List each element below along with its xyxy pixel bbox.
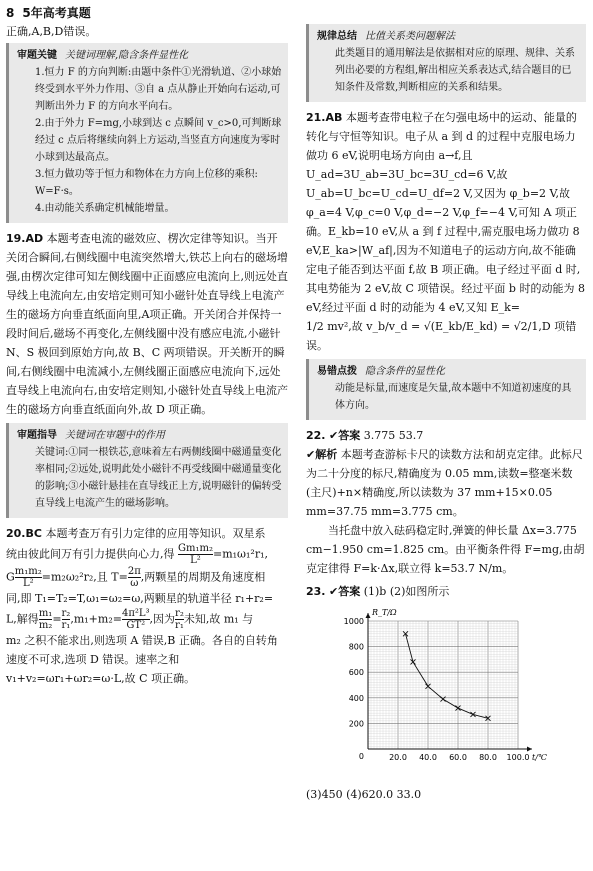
answer-label: 23. xyxy=(306,585,326,598)
answer-tag: 答案 xyxy=(338,585,361,598)
text-line: ,两颗星的周期及角速度相 xyxy=(140,570,266,584)
text-line: = xyxy=(52,612,62,626)
question-21 xyxy=(306,108,586,355)
answer-label: 22. xyxy=(306,429,326,442)
box-line: 4.由动能关系确定机械能增量。 xyxy=(35,203,175,214)
text-line: ,m₁+m₂= xyxy=(70,612,122,626)
box-tag: 规律总结 xyxy=(317,31,357,42)
check-icon: ✔ xyxy=(329,585,339,598)
frac-num: 2π xyxy=(127,566,141,577)
left-column xyxy=(6,22,288,688)
text-line: 正确,A,B,D错误。 xyxy=(6,25,97,38)
box-line: 1.恒力 F 的方向判断:由题中条件①光滑轨道、②小球始终受到水平外力作用、③自 a 点从静止开始向右运动,可判断出外力 F 的方向水平向右。 xyxy=(35,67,282,112)
text-line: L,解得 xyxy=(6,612,39,626)
explanation-text: 本题考查电流的磁效应、楞次定律等知识。当开关闭合瞬间,右侧线圈中电流突然增大,铁芯上向右的磁场增强,由楞次定律可知左侧线圈中正面感应电流向上,则远处直导线上电流向左,由安培定则可知小磁针处直导线上电流产生的磁场方向垂直纸面向里,A项正确。开关闭合并保持一段时间后,磁场不再变化,左侧线圈中没有感应电流,小磁针 N、S 极回到原始方向,故 B、C 两项错误。开关断开的瞬间,右侧线圈中电流减小,左侧线圈正面感应电流向下,远处直导线上电流向右,由安培定则知,小磁针处直导线上电流产生的磁场方向垂直纸面向外,故 D 项正确。 xyxy=(6,232,288,416)
y-tick-label: 400 xyxy=(348,693,364,703)
frac-den: r₁ xyxy=(61,620,71,631)
frac-den: L² xyxy=(22,578,34,589)
x-axis-arrow xyxy=(527,747,532,752)
note-box-error xyxy=(306,359,586,420)
question-23 xyxy=(306,582,586,804)
explanation-text: 本题考查万有引力定律的应用等知识。双星系 xyxy=(45,527,266,540)
answer-label: 20.BC xyxy=(6,527,42,540)
page-title: 5年高考真题 xyxy=(22,6,91,20)
answer-label: 19.AD xyxy=(6,232,44,245)
rt-graph xyxy=(334,607,547,775)
check-icon: ✔ xyxy=(306,448,316,461)
box-line: 此类题目的通用解法是依据相对应的原理、规律、关系列出必要的方程组,解出相应关系表达式,结合题目的已知条件及常数,判断相应的关系和结果。 xyxy=(335,48,575,93)
answer-value: (1)b (2)如图所示 xyxy=(363,585,450,598)
explanation-text: 本题考查带电粒子在匀强电场中的运动、能量的转化与守恒等知识。电子从 a 到 d 的过程中克服电场力做功 6 eV,说明电场方向由 a→f,且 U_ad=3U_ab=3U_bc=3U_cd=6 V,故 U_ab=U_bc=U_cd=U_df=2 V,又因为 φ_b=2 V,故 φ_a=4 V,φ_c=0 V,φ_d=−2 V,φ_f=−4 V,可知 A 项正确。E_kb=10 eV,从 a 到 f 过程中,需克服电场力做功 8 eV,E_ka>|W_af|,因为不知道电子的运动方向,故不能确定电子能否到达平面 f,故 B 项正确。电子经过平面 d 时,其电势能为 2 eV,故 C 项错误。经过平面 b 时的动能为 8 eV,经过平面 d 时的动能为 4 eV,又知 E_k= xyxy=(306,111,585,314)
text-line: v_b/v_d = √(E_kb/E_kd) = √2/1,D 项错误。 xyxy=(306,320,577,352)
text-line: 统由彼此间万有引力提供向心力,得 xyxy=(6,547,175,561)
frac-num: 4π²L³ xyxy=(121,608,150,619)
frac-num: m₁m₂ xyxy=(14,566,42,577)
box-line: W=F·s。 xyxy=(35,186,79,197)
question-20 xyxy=(6,524,288,688)
box-tag: 易错点拨 xyxy=(317,366,357,377)
frac-num: r₂ xyxy=(61,608,71,619)
y-tick-label: 1000 xyxy=(343,617,364,626)
x-tick-label: 80.0 xyxy=(479,753,497,762)
box-tag: 审题关键 xyxy=(17,50,57,61)
note-box-guide xyxy=(6,423,288,518)
frac-den: m₂ xyxy=(38,620,53,631)
check-icon: ✔ xyxy=(329,429,339,442)
box-subtitle: 隐含条件的显性化 xyxy=(365,366,445,377)
origin-label: 0 xyxy=(358,752,364,761)
text-line: 同,即 T₁=T₂=T,ω₁=ω₂=ω,两颗星的轨道半径 r₁+r₂= xyxy=(6,592,274,605)
text-line: =m₂ω₂²r₂,且 xyxy=(41,570,108,584)
frac-num: m₁ xyxy=(38,608,53,619)
text-line: G xyxy=(6,570,15,584)
box-line: 关键词:①同一根铁芯,意味着左右两侧线圈中磁通量变化率相同;②远处,说明此处小磁针不再受线圈中磁通量变化的影响;③小磁针悬挂在直导线正上方,说明磁针的偏转受直导线上电流产生的磁场影响。 xyxy=(35,447,282,509)
text-line: =m₁ω₁²r₁, xyxy=(212,547,268,561)
box-line: 动能是标量,而速度是矢量,故本题中不知道初速度的具体方向。 xyxy=(335,383,572,411)
x-tick-label: 100.0 xyxy=(506,753,530,762)
note-box-rule xyxy=(306,24,586,102)
answer-value: 3.775 53.7 xyxy=(363,429,424,442)
answer-line: (3)450 (4)620.0 33.0 xyxy=(306,788,422,801)
box-subtitle: 关键词理解,隐含条件显性化 xyxy=(65,50,189,61)
y-axis-arrow xyxy=(366,613,371,618)
explanation-text: 当托盘中放入砝码稳定时,弹簧的伸长量 Δx=3.775 cm−1.950 cm=1.825 cm。由平衡条件得 F=mg,由胡克定律得 F=k·Δx,联立得 k=53.7 N/m。 xyxy=(306,524,585,575)
frac-den: L² xyxy=(190,555,201,566)
chart-svg xyxy=(334,607,547,775)
y-tick-label: 800 xyxy=(348,642,364,652)
text-line: m₂ 之积不能求出,则选项 A 错误,B 正确。各自的自转角速度不可求,选项 D 错误。速率之和 v₁+v₂=ωr₁+ωr₂=ω·L,故 C 项正确。 xyxy=(6,634,278,685)
text-line: T= xyxy=(111,570,128,584)
note-box-shenti xyxy=(6,43,288,223)
frac-den: GT² xyxy=(126,620,146,631)
box-subtitle: 关键词在审题中的作用 xyxy=(65,430,165,441)
text-line: ,因为 xyxy=(149,612,176,626)
x-tick-label: 40.0 xyxy=(419,753,437,762)
frac-den: ω xyxy=(130,578,139,589)
frac-num: r₂ xyxy=(175,608,184,619)
right-column xyxy=(306,22,586,804)
x-tick-label: 60.0 xyxy=(449,753,467,762)
page-number: 8 xyxy=(6,6,15,20)
y-axis-label: R_T/Ω xyxy=(372,608,397,617)
box-line: 2.由于外力 F=mg,小球到达 c 点瞬间 v_c>0,可判断球经过 c 点后将继续向斜上方运动,当竖直方向速度为零时小球到达最高点。 xyxy=(35,118,282,163)
text-line: 1/2 mv²,故 xyxy=(306,320,363,333)
frac-den: r₁ xyxy=(175,620,184,631)
question-19 xyxy=(6,229,288,419)
y-tick-label: 600 xyxy=(348,668,364,678)
box-subtitle: 比值关系类问题解法 xyxy=(365,31,455,42)
box-tag: 审题指导 xyxy=(17,430,57,441)
answer-tag: 答案 xyxy=(338,429,361,442)
frac-num: Gm₁m₂ xyxy=(178,543,213,554)
answer-label: 21.AB xyxy=(306,111,343,124)
box-line: 3.恒力做功等于恒力和物体在力方向上位移的乘积: xyxy=(35,169,258,180)
text-line: 未知,故 m₁ 与 xyxy=(183,612,254,626)
page-header xyxy=(6,4,91,22)
x-tick-label: 20.0 xyxy=(389,753,407,762)
explanation-text: 本题考查游标卡尺的读数方法和胡克定律。此标尺为二十分度的标尺,精确度为 0.05 mm,读数=整毫米数(主尺)+n×精确度,所以读数为 37 mm+15×0.05 mm=37.75 mm=3.775 cm。 xyxy=(306,448,583,518)
x-axis-label: t/℃ xyxy=(532,753,547,762)
explanation-tag: 解析 xyxy=(315,448,338,461)
question-22 xyxy=(306,426,586,578)
y-tick-label: 200 xyxy=(348,719,364,729)
